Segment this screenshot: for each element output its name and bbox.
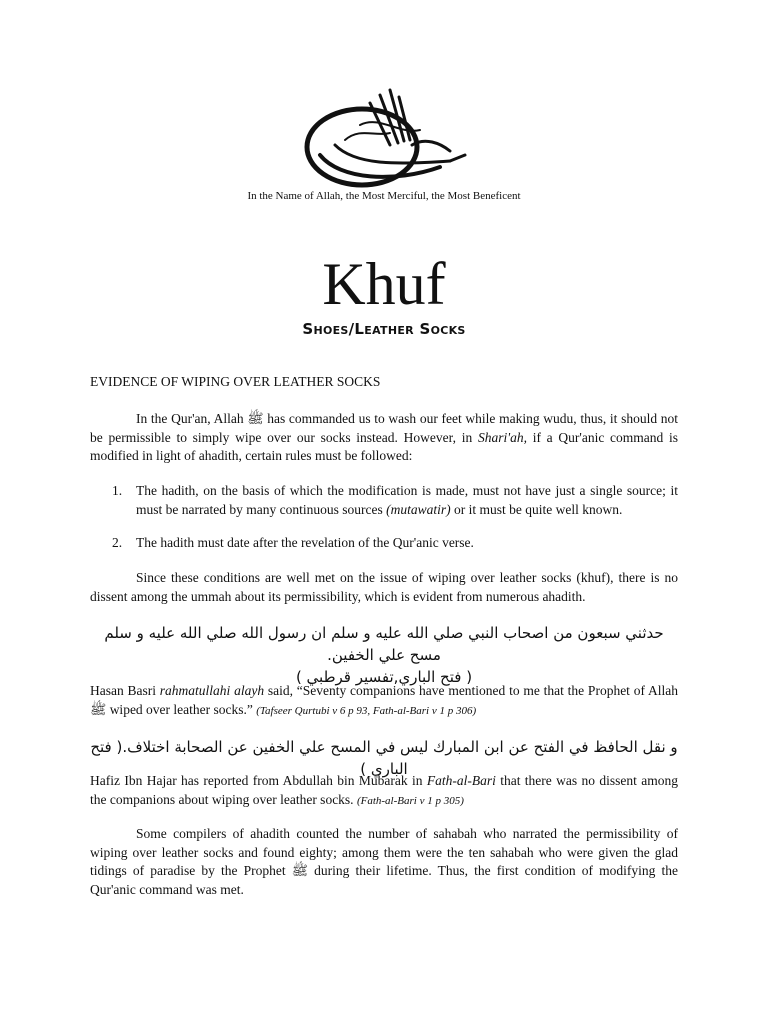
bismillah-calligraphy-logo xyxy=(300,85,470,195)
list-item: 1. The hadith, on the basis of which the modification is made, must not have just a single source; it must be narrated by many continuous sources (mutawatir) or it must be quite well known. xyxy=(112,483,678,517)
page-subtitle: Shoes/Leather Socks xyxy=(302,320,466,338)
arabic-hadith-1-reference: ( فتح الباري,تفسير قرطبي ) xyxy=(295,668,473,686)
bismillah-caption: In the Name of Allah, the Most Merciful, the Most Beneficent xyxy=(247,190,521,202)
paragraph-hasan-basri: Hasan Basri rahmatullahi alayh said, “Seventy companions have mentioned to me that the Prophet of Allah ﷺ wiped over leather socks.” (Tafseer Qurtubi v 6 p 93, Fath-al-Bari v 1 p 306) xyxy=(90,683,678,717)
paragraph-conditions-met: Since these conditions are well met on the issue of wiping over leather socks (khuf), there is no dissent among the ummah about its permissibility, which is evident from numerous ahadith. xyxy=(90,570,678,604)
arabic-hadith-1 xyxy=(90,622,678,688)
arabic-hadith-2: و نقل الحافظ في الفتح عن ابن المبارك ليس في المسح علي الخفين عن الصحابة اختلاف.( فتح الباري ) xyxy=(90,738,678,778)
list-item: 2. The hadith must date after the revelation of the Qur'anic verse. xyxy=(112,535,474,550)
paragraph-quran-command: In the Qur'an, Allah ﷺ has commanded us to wash our feet while making wudu, thus, it should not be permissible to simply wipe over our socks instead. However, in Shari'ah, if a Qur'anic command is modified in light of ahadith, certain rules must be followed: xyxy=(90,411,679,463)
page-title: Khuf xyxy=(322,251,446,317)
paragraph-ibn-hajar: Hafiz Ibn Hajar has reported from Abdullah bin Mubarak in Fath-al-Bari that there was no dissent among the companions about wiping over leather socks. (Fath-al-Bari v 1 p 305) xyxy=(90,773,678,807)
section-heading: EVIDENCE OF WIPING OVER LEATHER SOCKS xyxy=(90,374,381,389)
arabic-hadith-1-text: حدثني سبعون من اصحاب النبي صلي الله عليه و سلم ان رسول الله صلي الله عليه و سلم مسح علي الخفين. xyxy=(104,624,664,664)
paragraph-sahabah-count: Some compilers of ahadith counted the number of sahabah who narrated the permissibility of wiping over leather socks and found eighty; among them were the ten sahabah who were given the glad tidings of paradise by the Prophet ﷺ during their lifetime. Thus, the first condition of modifying the Qur'anic command was met. xyxy=(90,826,679,897)
